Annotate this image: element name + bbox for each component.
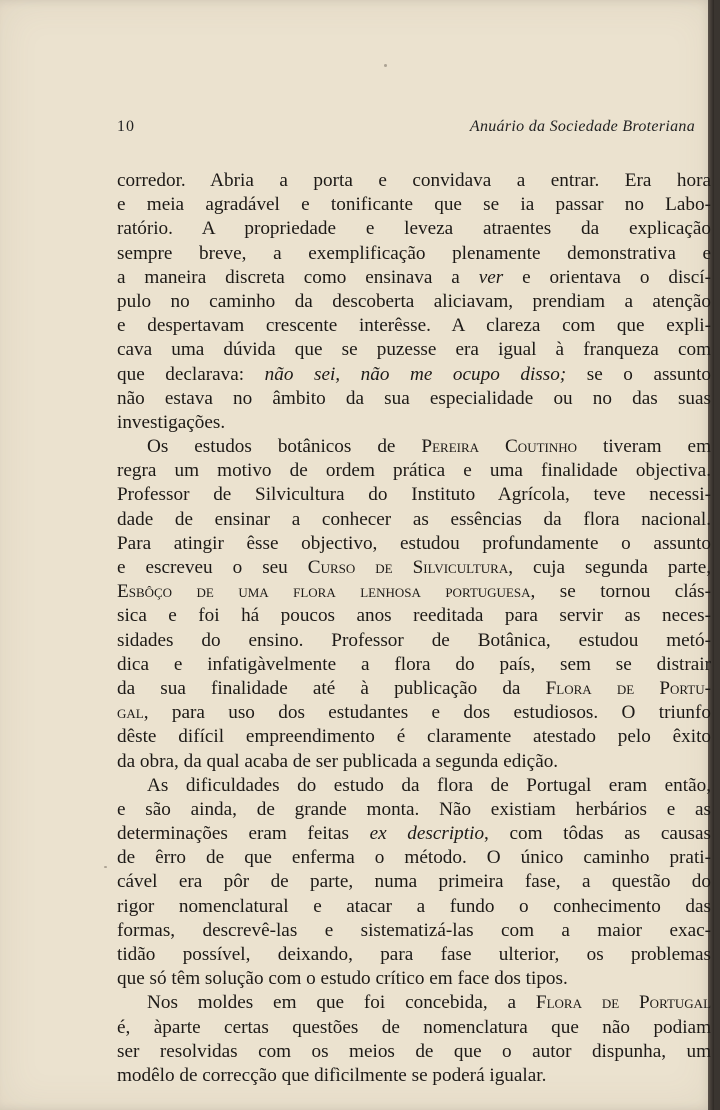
text-line	[117, 580, 711, 604]
line-text: Para atingir êsse objectivo, estudou profundamente o assunto	[117, 532, 711, 554]
line-text: As dificuldades do estudo da flora de Portugal eram então,	[147, 774, 711, 796]
line-text: é, àparte certas questões de nomenclatura que não podiam	[117, 1016, 711, 1038]
line-text: investigações.	[117, 411, 226, 433]
body-text	[117, 169, 711, 1088]
paragraph	[117, 435, 711, 774]
text-line	[117, 314, 711, 338]
text-line	[117, 508, 711, 532]
text-line	[117, 242, 711, 266]
line-text: e despertavam crescente interêsse. A clareza com que expli-	[117, 315, 711, 337]
line-text: , cuja segunda parte,	[508, 557, 712, 578]
text-line	[117, 846, 711, 870]
paragraph	[117, 774, 711, 992]
text-line	[117, 604, 711, 628]
text-line	[117, 338, 711, 362]
text-line	[117, 895, 711, 919]
text-line	[117, 798, 711, 822]
text-line	[117, 774, 711, 798]
text-line	[117, 967, 711, 991]
line-text: sempre breve, a exemplificação plenamente demonstrativa e	[117, 242, 711, 264]
line-text: não estava no âmbito da sua especialidade ou no das suas	[117, 387, 711, 409]
line-text: rigor nomenclatural e atacar a fundo o conhecimento das	[117, 895, 711, 917]
line-text: se o assunto	[566, 363, 712, 385]
line-text: que só têm solução com o estudo crítico em face dos tipos.	[117, 968, 568, 990]
italic-text: ex descriptio	[369, 823, 485, 845]
text-line	[117, 266, 711, 290]
line-text: que declarava:	[117, 363, 265, 385]
text-line	[117, 725, 711, 749]
line-text: formas, descrevê-las e sistematizá-las com a maior exac-	[117, 919, 711, 941]
line-text: cava uma dúvida que se puzesse era igual à franqueza com	[117, 339, 711, 361]
line-text: modêlo de correcção que difìcilmente se poderá igualar.	[117, 1064, 547, 1086]
text-line	[117, 870, 711, 894]
paragraph	[117, 169, 711, 435]
text-line	[117, 943, 711, 967]
text-line	[117, 1064, 711, 1088]
small-caps-text: Flora de Portugal	[535, 992, 712, 1014]
line-text: sica e foi há poucos anos reeditada para servir as neces-	[117, 605, 711, 627]
small-caps-text: Esbôço de uma flora lenhosa portuguesa	[117, 581, 531, 603]
line-text: , se tornou clás-	[530, 581, 711, 603]
small-caps-text: Flora de Portu-	[545, 677, 712, 699]
small-caps-text: Curso de Silvicultura	[307, 557, 509, 578]
italic-text: não sei, não me ocupo disso;	[264, 363, 567, 385]
text-line	[117, 217, 711, 241]
paper-speck	[384, 64, 387, 67]
line-text: de êrro de que enferma o método. O único caminho prati-	[117, 847, 711, 869]
text-line	[117, 435, 711, 459]
line-text: ser resolvidas com os meios de que o autor dispunha, um	[117, 1040, 711, 1062]
line-text: dêste difícil empreendimento é claramente atestado pelo êxito	[117, 726, 711, 748]
line-text: determinações eram feitas	[117, 823, 370, 845]
small-caps-text: gal	[117, 702, 144, 724]
text-line	[117, 1040, 711, 1064]
line-text: regra um motivo de ordem prática e uma finalidade objectiva.	[117, 460, 711, 482]
page-number: 10	[117, 118, 135, 135]
line-text: Professor de Silvicultura do Instituto Agrícola, teve necessi-	[117, 484, 711, 506]
text-line	[117, 629, 711, 653]
line-text: corredor. Abria a porta e convidava a entrar. Era hora	[117, 170, 711, 191]
text-line	[117, 701, 711, 725]
line-text: cável era pôr de parte, numa primeira fase, a questão do	[117, 871, 711, 893]
line-text: ratório. A propriedade e leveza atraentes da explicação	[117, 218, 711, 240]
page-header	[117, 118, 703, 144]
text-line	[117, 677, 711, 701]
text-line	[117, 411, 711, 435]
paragraph	[117, 991, 711, 1088]
line-text: e escreveu o seu	[117, 557, 308, 578]
small-caps-text: Pereira Coutinho	[421, 436, 578, 458]
text-line	[117, 919, 711, 943]
paper-speck	[104, 866, 107, 868]
text-line	[117, 363, 711, 387]
line-text: e orientava o discí-	[503, 266, 711, 288]
italic-text: ver	[478, 266, 504, 288]
text-line	[117, 991, 711, 1015]
line-text: e são ainda, de grande monta. Não existiam herbários e as	[117, 798, 711, 820]
line-text: e meia agradável e tonificante que se ia passar no Labo-	[117, 194, 711, 216]
line-text: dade de ensinar a conhecer as essências da flora nacional.	[117, 508, 711, 530]
line-text: pulo no caminho da descoberta aliciavam, prendiam a atenção	[117, 290, 711, 312]
line-text: Nos moldes em que foi concebida, a	[147, 992, 536, 1014]
line-text: Os estudos botânicos de	[147, 436, 422, 458]
line-text: sidades do ensino. Professor de Botânica, estudou metó-	[117, 629, 711, 651]
running-title: Anuário da Sociedade Broteriana	[469, 118, 695, 135]
line-text: da sua finalidade até à publicação da	[117, 677, 546, 699]
text-line	[117, 193, 711, 217]
text-line	[117, 387, 711, 411]
text-line	[117, 459, 711, 483]
text-line	[117, 532, 711, 556]
text-line	[117, 822, 711, 846]
line-text: , para uso dos estudantes e dos estudiosos. O triunfo	[143, 702, 711, 724]
text-line	[117, 483, 711, 507]
line-text: , com tôdas as causas	[484, 823, 711, 845]
line-text: dica e infatigàvelmente a flora do país, sem se distrair	[117, 653, 711, 675]
line-text: a maneira discreta como ensinava a	[117, 266, 479, 288]
text-line	[117, 750, 711, 774]
text-line	[117, 1016, 711, 1040]
line-text: tiveram em	[577, 436, 711, 458]
line-text: da obra, da qual acaba de ser publicada a segunda edição.	[117, 750, 559, 772]
text-line	[117, 556, 711, 580]
text-line	[117, 653, 711, 677]
text-line	[117, 169, 711, 193]
line-text: tidão possível, deixando, para fase ulterior, os problemas	[117, 944, 711, 965]
text-line	[117, 290, 711, 314]
